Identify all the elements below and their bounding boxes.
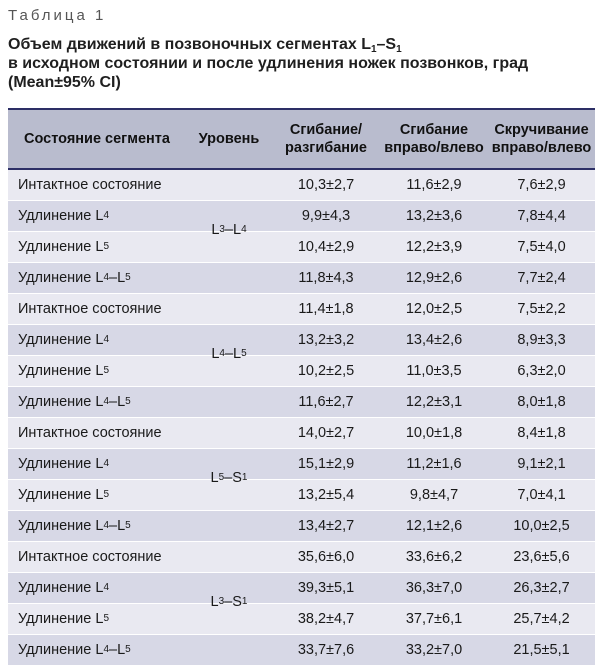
rotation-value: 6,3±2,0 (517, 363, 566, 379)
state-cell: Удлинение L 4 –L 5 (18, 270, 131, 286)
header-flexion-line2: разгибание (284, 140, 367, 156)
lateral-value: 11,0±3,5 (406, 363, 462, 379)
lateral-value: 10,0±1,8 (405, 425, 463, 441)
state-cell: Удлинение L 5 (18, 487, 109, 503)
level-text: L (211, 346, 220, 362)
table-row (8, 480, 595, 511)
level-text: L (210, 594, 219, 610)
lateral-value: 11,2±1,6 (406, 456, 462, 472)
level-text: –S (224, 594, 242, 610)
table-row (8, 604, 595, 635)
level-text: L (210, 470, 219, 486)
level-text: –L (224, 222, 242, 238)
rotation-value: 7,5±2,2 (517, 301, 566, 317)
flexion-value: 15,1±2,9 (297, 456, 355, 472)
table-row (8, 263, 595, 294)
table-row (8, 170, 595, 201)
flexion-value: 11,6±2,7 (298, 394, 354, 410)
table-row (8, 573, 595, 604)
state-text: Удлинение L (18, 363, 104, 379)
title-line3: (Mean±95% CI) (8, 74, 121, 91)
table-row (8, 511, 595, 542)
table-row (8, 542, 595, 573)
title-sub: 1 (370, 44, 377, 55)
state-cell: Удлинение L 4 –L 5 (18, 642, 131, 658)
flexion-value: 35,6±6,0 (297, 549, 355, 565)
flexion-value: 13,4±2,7 (297, 518, 355, 534)
rotation-value: 10,0±2,5 (513, 518, 570, 534)
table-header (8, 108, 595, 170)
state-text: Удлинение L (18, 394, 104, 410)
rotation-value: 21,5±5,1 (513, 642, 570, 658)
lateral-value: 13,2±3,6 (405, 208, 463, 224)
rotation-value: 8,0±1,8 (517, 394, 566, 410)
lateral-value: 12,1±2,6 (405, 518, 463, 534)
state-text: Удлинение L (18, 580, 104, 596)
state-text: Удлинение L (18, 518, 104, 534)
state-text: Удлинение L (18, 611, 104, 627)
flexion-value: 38,2±4,7 (297, 611, 355, 627)
rotation-value: 7,7±2,4 (517, 270, 566, 286)
header-rotation-line1: Скручивание (494, 122, 589, 138)
rotation-value: 7,5±4,0 (517, 239, 566, 255)
flexion-value: 13,2±5,4 (297, 487, 355, 503)
state-text: Интактное состояние (18, 549, 162, 565)
state-text: Удлинение L (18, 487, 104, 503)
rotation-value: 9,1±2,1 (517, 456, 566, 472)
state-cell (18, 418, 162, 448)
state-text: Интактное состояние (18, 425, 162, 441)
table-row (8, 418, 595, 449)
table-row (8, 387, 595, 418)
state-cell: Удлинение L 5 (18, 611, 109, 627)
flexion-value: 14,0±2,7 (297, 425, 355, 441)
state-text: Интактное состояние (18, 177, 162, 193)
rotation-value: 26,3±2,7 (513, 580, 570, 596)
lateral-value: 12,0±2,5 (405, 301, 463, 317)
state-cell (18, 294, 162, 324)
state-text: –L (109, 642, 126, 658)
level-text: –L (224, 346, 242, 362)
lateral-value: 12,2±3,9 (405, 239, 463, 255)
lateral-value: 9,8±4,7 (409, 487, 459, 503)
state-text: Удлинение L (18, 332, 104, 348)
title-line2: в исходном состоянии и после удлинения ножек позвонков, град (8, 55, 529, 72)
header-lateral-line1: Сгибание (399, 122, 469, 138)
header-state (8, 110, 186, 168)
flexion-value: 11,8±4,3 (298, 270, 354, 286)
lateral-value: 37,7±6,1 (405, 611, 463, 627)
header-lateral-line2: вправо/влево (384, 140, 484, 156)
level-text: L (211, 222, 220, 238)
rotation-value: 8,9±3,3 (517, 332, 566, 348)
flexion-value: 39,3±5,1 (297, 580, 355, 596)
data-table (8, 108, 595, 666)
title-text: –S (376, 36, 397, 53)
state-cell: Удлинение L 5 (18, 239, 109, 255)
header-flexion (272, 110, 380, 168)
header-level (186, 110, 272, 168)
table-row (8, 325, 595, 356)
state-text: Удлинение L (18, 239, 104, 255)
header-flexion-line1: Сгибание/ (289, 122, 363, 138)
flexion-value: 11,4±1,8 (298, 301, 354, 317)
state-cell: Удлинение L 4 (18, 580, 109, 596)
lateral-value: 33,2±7,0 (405, 642, 463, 658)
lateral-value: 36,3±7,0 (405, 580, 463, 596)
state-cell: Удлинение L 5 (18, 363, 109, 379)
level-group (8, 542, 595, 666)
state-text: Удлинение L (18, 208, 104, 224)
rotation-value: 7,6±2,9 (517, 177, 566, 193)
table-body (8, 170, 595, 666)
state-text: Удлинение L (18, 642, 104, 658)
state-cell (18, 542, 162, 572)
title-line1 (8, 36, 402, 53)
level-group (8, 418, 595, 542)
flexion-value: 10,3±2,7 (297, 177, 355, 193)
rotation-value: 7,0±4,1 (517, 487, 566, 503)
lateral-value: 13,4±2,6 (405, 332, 463, 348)
flexion-value: 10,2±2,5 (297, 363, 355, 379)
flexion-value: 13,2±3,2 (297, 332, 355, 348)
state-cell: Удлинение L 4 (18, 456, 109, 472)
header-level-label: Уровень (198, 131, 260, 147)
title-text: Объем движений в позвоночных сегментах L (8, 36, 371, 53)
state-cell: Удлинение L 4 –L 5 (18, 394, 131, 410)
rotation-value: 25,7±4,2 (513, 611, 570, 627)
flexion-value: 10,4±2,9 (297, 239, 355, 255)
title-sub: 1 (396, 44, 402, 55)
header-state-label: Состояние сегмента (24, 131, 170, 147)
rotation-value: 8,4±1,8 (517, 425, 566, 441)
rotation-value: 7,8±4,4 (517, 208, 566, 224)
state-text: Удлинение L (18, 270, 104, 286)
rotation-value: 23,6±5,6 (513, 549, 570, 565)
state-cell: Удлинение L 4 (18, 208, 109, 224)
state-text: Удлинение L (18, 456, 104, 472)
state-text: Интактное состояние (18, 301, 162, 317)
lateral-value: 33,6±6,2 (405, 549, 463, 565)
state-cell: Удлинение L 4 (18, 332, 109, 348)
state-text: –L (109, 518, 126, 534)
lateral-value: 12,9±2,6 (405, 270, 463, 286)
table-row (8, 449, 595, 480)
table-row (8, 232, 595, 263)
header-rotation (488, 110, 595, 168)
table-row (8, 635, 595, 666)
flexion-value: 33,7±7,6 (297, 642, 355, 658)
table-row (8, 356, 595, 387)
table-row (8, 294, 595, 325)
lateral-value: 11,6±2,9 (406, 177, 462, 193)
header-rotation-line2: вправо/влево (491, 140, 592, 156)
level-text: –S (224, 470, 242, 486)
state-text: –L (109, 270, 126, 286)
lateral-value: 12,2±3,1 (405, 394, 463, 410)
table-caption: Таблица 1 (8, 7, 107, 24)
level-group (8, 170, 595, 294)
header-lateral (380, 110, 488, 168)
state-text: –L (109, 394, 126, 410)
table-title (8, 35, 598, 92)
state-cell: Удлинение L 4 –L 5 (18, 518, 131, 534)
state-cell (18, 170, 162, 200)
table-row (8, 201, 595, 232)
level-group (8, 294, 595, 418)
flexion-value: 9,9±4,3 (301, 208, 351, 224)
